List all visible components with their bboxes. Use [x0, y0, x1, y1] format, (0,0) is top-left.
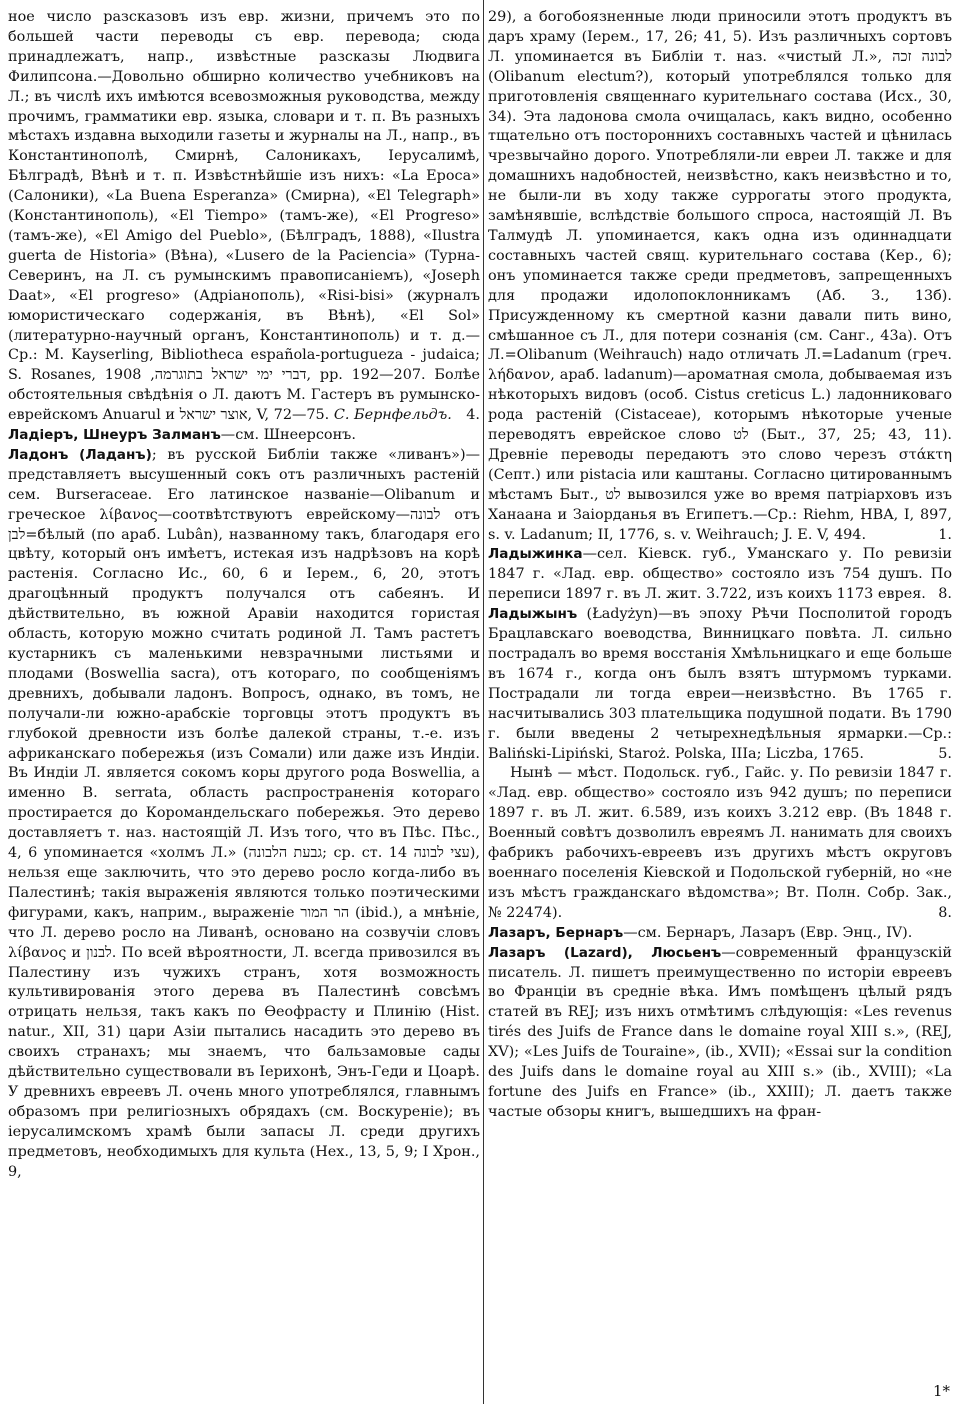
entry-headword: Ладонъ — [8, 446, 69, 463]
entry-text: —см. Бернаръ, Лазаръ (Евр. Энц., IV). — [623, 924, 913, 941]
left-column — [8, 8, 480, 1182]
entry-ladyzhinka — [488, 545, 952, 605]
entry-text: ; въ русской Библіи также «ливанъ»)—представляетъ высушенный сокъ отъ различныхъ растеній сем. Burseraceae. Его латинское названіе—Olibanum и греческое λίβανος—соотвѣтствуютъ еврейскому—לבונה отъ לבן=бѣлый (по араб. Lubân), названному такъ, благодаря его цвѣту, который онъ имѣетъ, истекая изъ надрѣзовъ на корѣ растенія. Согласно Ис., 60, 6 и Іерем., 6, 20, этотъ драгоцѣнный продуктъ получался отъ сабеянъ. И дѣйствительно, въ южной Аравіи находится гористая область, которую можно считать родиной Л. Тамъ растетъ кустарникъ съ маленькими невзрачными листьями и плодами (Boswellia sacra), отъ котораго, по сообщеніямъ древнихъ, добывали ладонъ. Вопросъ, однако, въ томъ, не получали-ли южно-арабскіе торговцы этотъ продуктъ въ глубокой древности изъ болѣе далекой страны, т.-е. изъ африканскаго побережья (изъ Сомали) или даже изъ Индіи. Въ Индіи Л. является сокомъ коры другого рода Boswellia, а именно B. serrata, область распространенія котораго простирается до Коромандельскаго побережья. Это дерево доставляетъ т. наз. настоящій Л. Изъ того, что въ Пѣс. Пѣс., 4, 6 упоминается «холмъ Л.» (גבעת הלבונה; ср. ст. 14 עצי לבונה), нельзя еще заключить, что это дерево росло когда-либо въ Палестинѣ; такія выраженія являются только поэтическими фигурами, какъ, наприм., выраженіе הר המור (ibid.), а мнѣніе, что Л. дерево росло на Ливанѣ, основано на созвучіи словъ λίβανος и לבנון. По всей вѣроятности, Л. всегда привозился въ Палестину изъ чужихъ странъ, хотя возможность культивированія этого дерева въ Палестинѣ совсѣмъ отрицать нельзя, такъ какъ по Ѳеофрасту и Плинію (Hist. natur., XII, 31) цари Азіи пытались насадить это дерево въ своихъ странахъ; мы знаемъ, что бальзамовые сады дѣйствительно существовали въ Іерихонѣ, Энъ-Геди и Цоарѣ. У древнихъ евреевъ Л. очень много употреблялся, главнымъ образомъ при религіозныхъ обрядахъ (см. Воскуреніе); въ іерусалимскомъ храмѣ были запасы Л. среди другихъ предметовъ, необходимыхъ для культа (Нех., 13, 5, 9; I Хрон., 9, — [8, 446, 480, 1180]
entry-ladier — [8, 426, 480, 446]
continued-article-text: ное число разсказовъ изъ евр. жизни, причемъ это по большей части переводы съ евр. перевода; сюда принадлежатъ, напр., извѣстные разсказы Людвига Филипсона.—Довольно обширно количество учебниковъ на Л.; въ числѣ ихъ имѣются всевозможныя руководства, между прочимъ, грамматики евр. языка, словари и т. п. Въ разныхъ мѣстахъ издавна выходили газеты и журналы на Л., напр., въ Константинополѣ, Смирнѣ, Салоникахъ, Іерусалимѣ, Бѣлградѣ, Вѣнѣ и т. п. Извѣстнѣйшіе изъ нихъ: «La Epoca» (Салоники), «La Buena Esperanza» (Смирна), «El Telegraph» (Константинополь), «El Tiempo» (тамъ-же), «El Progreso» (тамъ-же), «El Amigo del Pueblo», (Бѣлградъ, 1888), «Ilustra guerta de Historia» (Вѣна), «Lusero de la Paciencia» (Турна-Северинъ, на Л. съ румынскимъ правописаніемъ), «Joseph Daat», «El progreso» (Адріанополь), «Risi-bisi» (журналъ юмористическаго содержанія, въ Вѣнѣ), «El Sol» (литературно-научный органъ, Константинополь) и т. д.—Ср.: M. Kayserling, Bibliotheca española-portugueza - judaica; S. Rosanes, דברי ימי ישראל בתוגרמה, 1908, pp. 192—207. Болѣе обстоятельныя свѣдѣнія о Л. даютъ М. Гастеръ въ румынско-еврейскомъ Anuarul и אוצר ישראל, V, 72—75. С. Бернфельдъ. 4. — [8, 8, 480, 426]
article-number: 8. — [938, 904, 952, 921]
column-divider — [483, 0, 484, 1404]
article-number: 4. — [466, 407, 480, 424]
entry-headword: Ладіеръ, Шнеуръ Залманъ — [8, 427, 221, 444]
article-author: С. Бернфельдъ. — [333, 407, 452, 424]
entry-text: (Ładyżyn)—въ эпоху Рѣчи Посполитой городъ Брацлавскаго воеводства, Винницкаго повѣта. Л. сильно пострадалъ во время восстанія Хмѣльницкаго и еще больше въ 1674 г., когда онъ былъ взятъ штурмомъ турками. Пострадали ли тогда евреи—неизвѣстно. Въ 1765 г. насчитывались 303 плательщика подушной подати. Въ 1790 г. были введены 2 четырехнедѣльныя ярмарки.—Ср.: Baliński-Lipiński, Staroż. Polska, IIIa; Liczba, 1765. — [488, 606, 952, 762]
entry-lazar-bernar — [488, 924, 952, 944]
entry-headword: Ладыжинка — [488, 546, 583, 563]
entry-text: —см. Шнеерсонъ. — [220, 427, 356, 444]
entry-ladyzhyn-continuation: Нынѣ — мѣст. Подольск. губ., Гайс. у. По ревизіи 1847 г. «Лад. евр. общество» состояло изъ 942 душъ; по переписи 1897 г. въ Л. жит. 6.589, изъ коихъ 3.212 евр. (Въ 1848 г. Военный совѣтъ дозволилъ евреямъ Л. нанимать для своихъ фабрикъ рабочихъ-евреевъ изъ другихъ мѣстъ округовъ военнаго поселенія Кіевской и Подольской губерній, но «не изъ мѣстъ гражданскаго вѣдомства»; Вт. Полн. Собр. Зак., № 22474). 8. — [488, 764, 952, 923]
entry-ladyzhyn — [488, 605, 952, 764]
entry-headword-variant: (Ладанъ) — [79, 446, 152, 463]
continued-article-text: 29), а богобоязненные люди приносили этотъ продуктъ въ даръ храму (Іерем., 17, 26; 41, 5). Изъ различныхъ сортовъ Л. упоминается въ Библіи т. наз. «чистый Л.», לבונה זכה (Olibanum electum?), который употреблялся только для приготовленія священнаго курительнаго состава (Исх., 30, 34). Эта ладонова смола очищалась, какъ видно, особенно тщательно отъ постороннихъ составныхъ частей и цѣнилась чрезвычайно дорого. Употребляли-ли евреи Л. также и для домашнихъ надобностей, неизвѣстно, какъ неизвѣстно и то, не были-ли въ ходу также суррогаты этого продукта, замѣнявшіе, вслѣдствіе большого спроса, настоящій Л. Въ Талмудѣ Л. упоминается, какъ одна изъ одиннадцати составныхъ частей свящ. курительнаго состава (Кер., 6); онъ упоминается также среди предметовъ, запрещенныхъ для продажи идолопоклонникамъ (Аб. З., 13б). Присужденному къ смертной казни давали пить вино, смѣшанное съ Л., для потери сознанія (см. Санг., 43а). Отъ Л.=Olibanum (Weihrauch) надо отличать Л.=Ladanum (греч. λήδανον, араб. ladanum)—ароматная смола, добываемая изъ нѣкоторыхъ видовъ (особ. Cistus creticus L.) ладонниковаго рода растеній (Cistaceae), которымъ нѣкоторые ученые переводятъ еврейское слово לט (Быт., 37, 25; 43, 11). Древніе переводы передаютъ это слово черезъ στάκτη (Септ.) или pistacia или каштаны. Согласно цитированнымъ мѣстамъ Быт., לט вывозился уже во время патріарховъ изъ Ханаана и Заіорданья въ Египетъ.—Ср.: Riehm, HBA, I, 897, s. v. Ladanum; II, 1776, s. v. Weihrauch; J. E. V, 494. 1. — [488, 8, 952, 545]
right-column — [488, 8, 952, 1123]
entry-headword: Лазаръ — [488, 944, 546, 961]
entry-text: —современный французскій писатель. Л. пишетъ преимущественно по исторіи евреевъ во Франціи въ средніе вѣка. Имъ помѣщенъ цѣлый рядъ статей въ REJ; изъ нихъ отмѣтимъ слѣдующія: «Les revenus tirés des Juifs de France dans le domaine royal XIII s.», (REJ, XV); «Les Juifs de Touraine», (ib., XVII); «Essai sur la condition des Juifs dans le domaine royal au XIII s.» (ib., XVIII); «La fortune des Juifs en France» (ib., XXIII); Л. даетъ также частые обзоры книгъ, вышедшихъ на фран- — [488, 944, 952, 1120]
entry-headword-variant: (Lazard), — [563, 944, 633, 961]
page-signature-mark: 1* — [932, 1382, 950, 1400]
entry-headword: Лазаръ, Бернаръ — [488, 924, 624, 941]
entry-ladon — [8, 446, 480, 1183]
entry-lazar-lucien — [488, 944, 952, 1123]
article-number: 5. — [938, 745, 952, 762]
entry-text: —сел. Кіевск. губ., Уманскаго у. По ревизіи 1847 г. «Лад. евр. общество» состояло изъ 754 душъ. По переписи 1897 г. въ Л. жит. 3.722, изъ коихъ 1173 еврея. — [488, 546, 952, 603]
article-number: 1. — [938, 526, 952, 543]
entry-headword: Ладыжынъ — [488, 606, 578, 623]
entry-headword-firstname: Люсьенъ — [651, 944, 722, 961]
article-number: 8. — [938, 586, 952, 603]
